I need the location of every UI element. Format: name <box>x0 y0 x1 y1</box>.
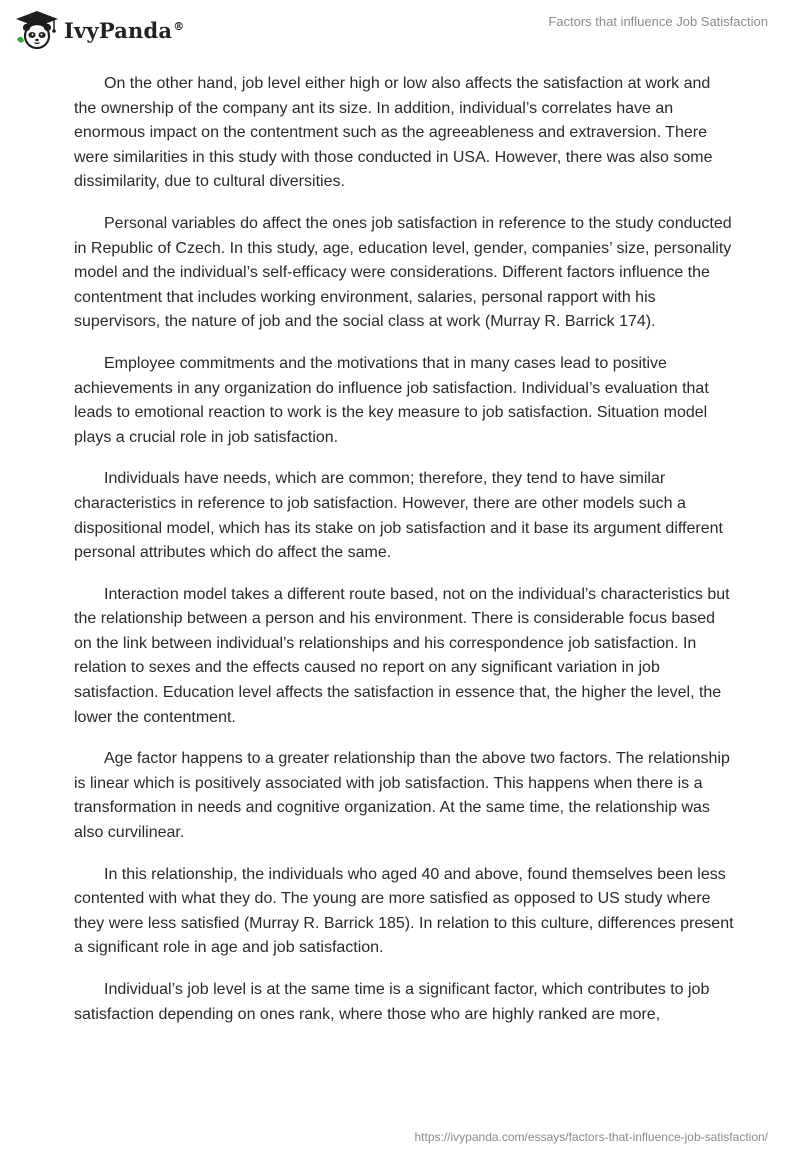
registered-mark: ® <box>173 19 185 33</box>
document-title: Factors that influence Job Satisfaction <box>548 14 768 29</box>
panda-graduation-cap-icon <box>14 10 60 50</box>
paragraph-3: Employee commitments and the motivations that in many cases lead to positive achievements in any organization do influence job satisfaction. Individual’s evaluation that leads to emotional reaction to work is the key measure to job satisfaction. Situation model plays a crucial role in job satisfaction. <box>74 354 709 446</box>
paragraph-5: Interaction model takes a different route based, not on the individual’s characteristics but the relationship between a person and his environment. There is considerable focus based on the link between individual’s relationships and his correspondence job satisfaction. In relation to sexes and the effects caused no report on any significant variation in job satisfaction. Education level affects the satisfaction in essence that, the higher the level, the lower the contentment. <box>74 585 730 726</box>
ivypanda-logo[interactable] <box>14 10 184 50</box>
paragraph-8: Individual’s job level is at the same time is a significant factor, which contributes to job satisfaction depending on ones rank, where those who are highly ranked are more, <box>74 981 710 1023</box>
paragraph-7: In this relationship, the individuals who aged 40 and above, found themselves been less contented with what they do. The young are more satisfied as opposed to US study where they were less satisfied (Murray R. Barrick 185). In relation to this culture, differences present a significant role in age and job satisfaction. <box>74 865 734 957</box>
page-header <box>0 0 800 70</box>
source-url[interactable]: https://ivypanda.com/essays/factors-that-influence-job-satisfaction/ <box>414 1130 768 1144</box>
paragraph-4: Individuals have needs, which are common; therefore, they tend to have similar characteristics in reference to job satisfaction. However, there are other models such a dispositional model, which has its stake on job satisfaction and it base its argument different personal attributes which do affect the same. <box>74 470 723 562</box>
essay-body <box>74 72 734 1044</box>
logo-wordmark <box>64 18 184 43</box>
paragraph-2: Personal variables do affect the ones job satisfaction in reference to the study conducted in Republic of Czech. In this study, age, education level, gender, companies’ size, personality model and the individual’s self-efficacy were considerations. Different factors influence the contentment that includes working environment, salaries, personal rapport with his supervisors, the nature of job and the social class at work (Murray R. Barrick 174). <box>74 214 732 331</box>
paragraph-6: Age factor happens to a greater relationship than the above two factors. The relationship is linear which is positively associated with job satisfaction. This happens when there is a transformation in needs and cognitive organization. At the same time, the relationship was also curvilinear. <box>74 750 730 842</box>
paragraph-1: On the other hand, job level either high or low also affects the satisfaction at work and the ownership of the company ant its size. In addition, individual’s correlates have an enormous impact on the contentment such as the agreeableness and extraversion. There were similarities in this study with those conducted in USA. However, there was also some dissimilarity, due to cultural diversities. <box>74 75 713 191</box>
logo-wordmark-text: IvyPanda <box>64 17 173 43</box>
